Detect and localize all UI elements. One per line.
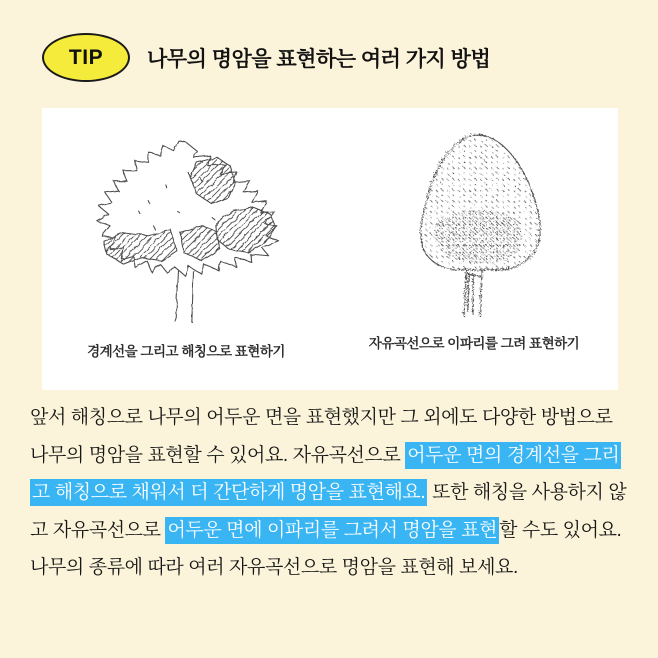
page-title: 나무의 명암을 표현하는 여러 가지 방법 [147,47,491,71]
body-text-segment: 할 수도 있어요. 나무의 종류에 따라 여러 자유곡선으로 명암을 표현해 보세요. [30,519,622,578]
highlighted-text: 어두운 면에 이파리를 그려서 명암을 표현 [165,517,499,544]
figure-caption-hatched: 경계선을 그리고 해칭으로 표현하기 [87,344,285,359]
body-text-segment: 또한 해칭을 사용하지 않고 자유곡선으로 [30,482,627,541]
highlighted-text: 어두운 면의 경계선을 그리고 해칭으로 채워서 더 간단하게 명암을 표현해요. [30,442,621,507]
body-paragraph [30,399,631,587]
figure-freecurve-tree [330,108,618,390]
tip-badge [42,33,130,82]
tip-badge-label: TIP [68,45,104,69]
header [42,33,490,82]
illustration-panel [42,108,618,390]
hatched-tree-illustration [90,134,282,330]
figure-caption-freecurve: 자유곡선으로 이파리를 그려 표현하기 [368,336,580,351]
body-text-segment: 앞서 해칭으로 나무의 어두운 면을 표현했지만 그 외에도 다양한 방법으로 나무의 명암을 표현할 수 있어요. 자유곡선으로 [30,407,613,466]
figure-hatched-tree [42,108,330,390]
freecurve-tree-illustration [389,120,559,320]
